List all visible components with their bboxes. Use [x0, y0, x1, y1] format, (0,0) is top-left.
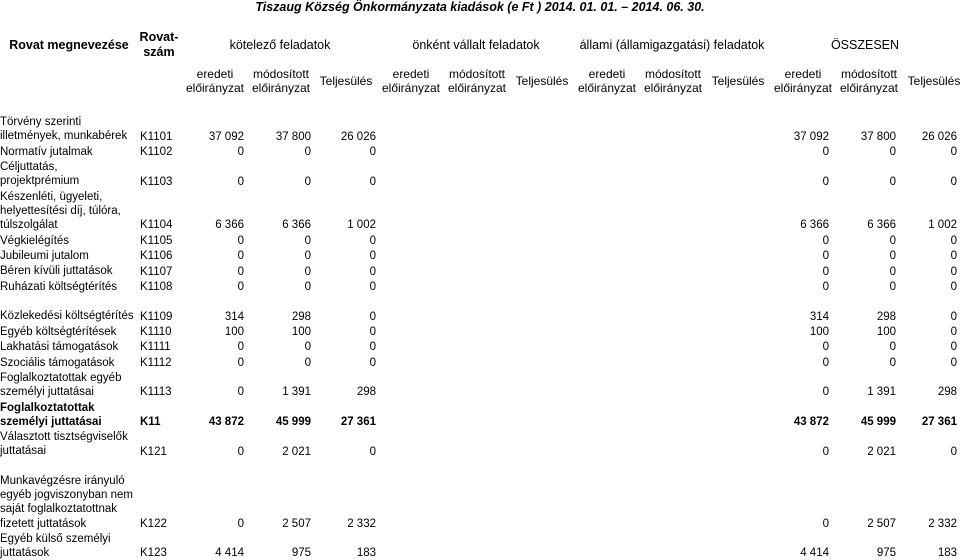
row-code: K11	[140, 415, 161, 428]
row-code: K1113	[140, 386, 172, 399]
cell-kotelezo-1: 1 391	[282, 386, 311, 399]
header-rovat-name: Rovat megnevezése	[0, 28, 138, 62]
cell-osszesen-0: 0	[822, 341, 829, 354]
row-name: Egyéb külső személyi juttatások	[0, 532, 111, 560]
cell-osszesen-1: 45 999	[860, 415, 896, 428]
cell-osszesen-0: 314	[809, 310, 829, 323]
cell-kotelezo-2: 298	[356, 386, 376, 399]
cell-kotelezo-0: 4 414	[215, 547, 244, 560]
row-code: K1112	[140, 356, 172, 369]
cell-kotelezo-2: 0	[369, 250, 376, 263]
cell-kotelezo-2: 0	[369, 310, 376, 323]
cell-osszesen-2: 27 361	[921, 415, 957, 428]
cell-kotelezo-1: 2 021	[282, 445, 311, 458]
cell-kotelezo-0: 43 872	[208, 415, 244, 428]
cell-kotelezo-1: 0	[304, 175, 311, 188]
table-row	[0, 340, 960, 354]
subheader-teljesules-0: Teljesülés	[319, 74, 373, 88]
cell-kotelezo-2: 0	[369, 445, 376, 458]
cell-osszesen-0: 0	[822, 234, 829, 247]
cell-osszesen-1: 0	[889, 145, 896, 158]
row-name: Törvény szerinti illetmények, munkabérek	[0, 116, 128, 143]
cell-kotelezo-1: 6 366	[282, 219, 311, 232]
cell-kotelezo-1: 2 507	[282, 517, 311, 530]
row-code: K1101	[140, 130, 173, 143]
header-group-allami: állami (államigazgatási) feladatok	[574, 28, 770, 62]
cell-osszesen-0: 0	[822, 250, 829, 263]
cell-kotelezo-2: 0	[369, 234, 376, 247]
cell-osszesen-0: 0	[822, 517, 829, 530]
cell-osszesen-2: 0	[950, 234, 957, 247]
cell-kotelezo-0: 0	[237, 386, 244, 399]
cell-kotelezo-1: 975	[291, 547, 311, 560]
row-name: Közlekedési költségtérítés	[0, 310, 134, 323]
cell-osszesen-0: 4 414	[800, 547, 829, 560]
subheader-eredeti-3: eredeti előirányzat	[773, 67, 833, 95]
table-row	[0, 295, 960, 323]
row-code: K1106	[140, 250, 173, 263]
subheader-eredeti-0: eredeti előirányzat	[185, 67, 245, 95]
cell-kotelezo-2: 0	[369, 341, 376, 354]
row-code: K1108	[140, 280, 173, 293]
cell-osszesen-2: 0	[950, 250, 957, 263]
cell-kotelezo-2: 2 332	[347, 517, 376, 530]
row-name: Egyéb költségtérítések	[0, 325, 117, 338]
cell-kotelezo-2: 0	[369, 325, 376, 338]
cell-kotelezo-0: 0	[237, 280, 244, 293]
cell-osszesen-1: 0	[889, 175, 896, 188]
cell-kotelezo-1: 0	[304, 250, 311, 263]
row-name: Jubileumi jutalom	[0, 249, 89, 262]
row-code: K122	[140, 517, 167, 530]
cell-osszesen-1: 975	[876, 547, 896, 560]
cell-kotelezo-2: 0	[369, 145, 376, 158]
cell-osszesen-0: 0	[822, 145, 829, 158]
cell-kotelezo-0: 0	[237, 145, 244, 158]
cell-osszesen-1: 298	[876, 310, 896, 323]
cell-kotelezo-1: 100	[291, 325, 311, 338]
cell-kotelezo-0: 0	[237, 175, 244, 188]
row-name: Céljuttatás, projektprémium	[0, 161, 80, 188]
subheader-modositott-3: módosított előirányzat	[839, 67, 899, 95]
row-code: K1110	[140, 325, 172, 338]
row-code: K1109	[140, 310, 173, 323]
cell-osszesen-0: 0	[822, 175, 829, 188]
cell-kotelezo-2: 183	[356, 547, 376, 560]
header-group-osszesen: ÖSSZESEN	[770, 28, 960, 62]
header-rovat-szam: Rovat- szám	[138, 28, 180, 62]
subheader-teljesules-1: Teljesülés	[515, 74, 569, 88]
table-row	[0, 280, 960, 294]
table-row	[0, 430, 960, 458]
row-name: Foglalkoztatottak személyi juttatásai	[0, 401, 102, 428]
row-code: K1107	[140, 265, 173, 278]
cell-osszesen-1: 6 366	[867, 219, 896, 232]
row-code: K1103	[140, 175, 173, 188]
cell-kotelezo-0: 0	[237, 445, 244, 458]
cell-osszesen-1: 0	[889, 234, 896, 247]
row-name: Választott tisztségviselők juttatásai	[0, 431, 128, 458]
cell-kotelezo-2: 0	[369, 265, 376, 278]
cell-osszesen-2: 0	[950, 341, 957, 354]
table-row	[0, 460, 960, 531]
cell-kotelezo-0: 0	[237, 250, 244, 263]
subheader-eredeti-2: eredeti előirányzat	[577, 67, 637, 95]
row-code: K123	[140, 547, 167, 560]
row-name: Ruházati költségtérítés	[0, 280, 117, 293]
cell-osszesen-2: 0	[950, 175, 957, 188]
cell-osszesen-1: 0	[889, 250, 896, 263]
cell-kotelezo-2: 0	[369, 175, 376, 188]
cell-osszesen-0: 0	[822, 265, 829, 278]
subheader-eredeti-1: eredeti előirányzat	[381, 67, 441, 95]
cell-osszesen-1: 1 391	[867, 386, 896, 399]
cell-osszesen-0: 100	[809, 325, 829, 338]
cell-osszesen-1: 0	[889, 280, 896, 293]
report-title: Tiszaug Község Önkormányzata kiadások (e Ft ) 2014. 01. 01. – 2014. 06. 30.	[255, 0, 705, 14]
cell-osszesen-1: 0	[889, 265, 896, 278]
cell-kotelezo-1: 298	[291, 310, 311, 323]
cell-osszesen-1: 37 800	[860, 130, 896, 143]
cell-kotelezo-2: 26 026	[340, 130, 376, 143]
cell-osszesen-2: 298	[937, 386, 957, 399]
cell-kotelezo-0: 0	[237, 356, 244, 369]
cell-kotelezo-0: 0	[237, 517, 244, 530]
cell-kotelezo-1: 0	[304, 356, 311, 369]
cell-kotelezo-2: 0	[369, 356, 376, 369]
row-name: Munkavégzésre irányuló egyéb jogviszonyban nem saját foglalkoztatottnak fizetett juttatások	[0, 474, 133, 530]
cell-osszesen-1: 0	[889, 341, 896, 354]
subheader-modositott-1: módosított előirányzat	[447, 67, 507, 95]
row-name: Lakhatási támogatások	[0, 341, 119, 354]
table-row	[0, 371, 960, 399]
cell-osszesen-1: 2 021	[867, 445, 896, 458]
row-name: Végkielégítés	[0, 234, 70, 247]
table-row	[0, 264, 960, 278]
table-row	[0, 145, 960, 159]
table-row	[0, 160, 960, 188]
cell-osszesen-0: 43 872	[793, 415, 829, 428]
row-name: Készenléti, ügyeleti, helyettesítési díj, túlóra, túlszolgálat	[0, 190, 121, 232]
cell-kotelezo-2: 27 361	[340, 415, 376, 428]
cell-kotelezo-1: 45 999	[275, 415, 311, 428]
row-code: K1104	[140, 219, 173, 232]
cell-osszesen-0: 0	[822, 386, 829, 399]
cell-osszesen-1: 2 507	[867, 517, 896, 530]
subheader-teljesules-2: Teljesülés	[711, 74, 765, 88]
header-group-onkent: önként vállalt feladatok	[378, 28, 574, 62]
cell-osszesen-2: 183	[937, 547, 957, 560]
row-name: Béren kívüli juttatások	[0, 265, 113, 278]
cell-osszesen-2: 0	[950, 445, 957, 458]
cell-osszesen-2: 0	[950, 325, 957, 338]
cell-osszesen-0: 0	[822, 280, 829, 293]
cell-kotelezo-1: 0	[304, 280, 311, 293]
cell-osszesen-2: 0	[950, 356, 957, 369]
subheader-modositott-0: módosított előirányzat	[251, 67, 311, 95]
cell-kotelezo-1: 37 800	[275, 130, 311, 143]
cell-kotelezo-0: 0	[237, 265, 244, 278]
table-row	[0, 190, 960, 233]
row-code: K1105	[140, 234, 173, 247]
cell-kotelezo-1: 0	[304, 234, 311, 247]
cell-kotelezo-1: 0	[304, 341, 311, 354]
table-row	[0, 356, 960, 370]
cell-osszesen-2: 0	[950, 310, 957, 323]
subheader-modositott-2: módosított előirányzat	[643, 67, 703, 95]
table-row	[0, 401, 960, 429]
cell-osszesen-0: 0	[822, 445, 829, 458]
cell-kotelezo-2: 0	[369, 280, 376, 293]
cell-osszesen-2: 26 026	[921, 130, 957, 143]
row-code: K121	[140, 445, 167, 458]
table-row	[0, 234, 960, 248]
cell-osszesen-2: 0	[950, 145, 957, 158]
row-name: Szociális támogatások	[0, 356, 115, 369]
cell-kotelezo-0: 0	[237, 341, 244, 354]
cell-osszesen-2: 1 002	[928, 219, 957, 232]
cell-osszesen-1: 0	[889, 356, 896, 369]
cell-osszesen-0: 0	[822, 356, 829, 369]
cell-osszesen-2: 0	[950, 280, 957, 293]
table-row	[0, 532, 960, 560]
cell-kotelezo-0: 100	[224, 325, 244, 338]
cell-kotelezo-1: 0	[304, 265, 311, 278]
row-name: Normatív jutalmak	[0, 145, 93, 158]
table-row	[0, 101, 960, 144]
cell-osszesen-2: 2 332	[928, 517, 957, 530]
cell-osszesen-1: 100	[876, 325, 896, 338]
header-group-kotelezo: kötelező feladatok	[182, 28, 378, 62]
subheader-teljesules-3: Teljesülés	[907, 74, 960, 88]
row-name: Foglalkoztatottak egyéb személyi juttatásai	[0, 371, 122, 399]
cell-kotelezo-0: 0	[237, 234, 244, 247]
cell-kotelezo-0: 6 366	[215, 219, 244, 232]
row-code: K1102	[140, 145, 173, 158]
cell-osszesen-0: 6 366	[800, 219, 829, 232]
row-code: K1111	[140, 341, 171, 354]
cell-osszesen-0: 37 092	[793, 130, 829, 143]
table-row	[0, 249, 960, 263]
table-row	[0, 325, 960, 339]
cell-osszesen-2: 0	[950, 265, 957, 278]
cell-kotelezo-0: 37 092	[208, 130, 244, 143]
cell-kotelezo-0: 314	[224, 310, 244, 323]
cell-kotelezo-1: 0	[304, 145, 311, 158]
cell-kotelezo-2: 1 002	[347, 219, 376, 232]
